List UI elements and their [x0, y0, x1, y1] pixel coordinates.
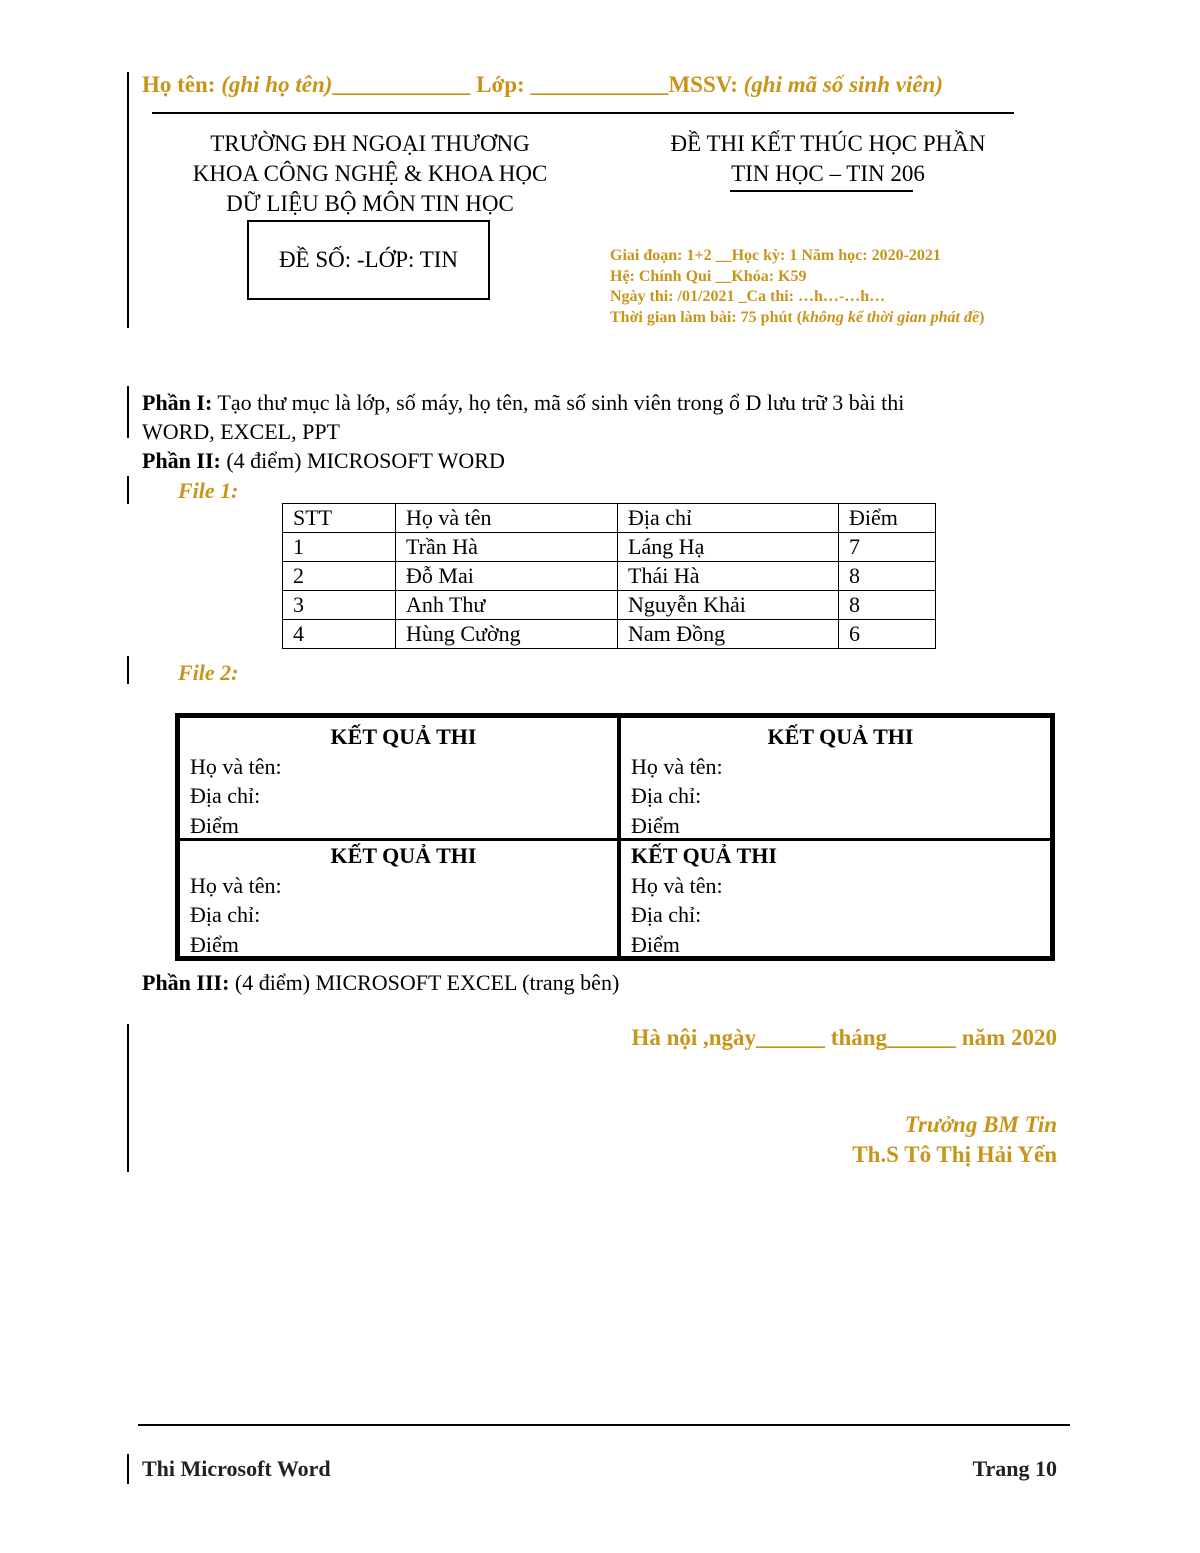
table-cell: Anh Thư: [396, 591, 618, 620]
exam-code-box: [247, 220, 490, 300]
table-header-cell: Địa chỉ: [618, 504, 839, 533]
part-2-text: (4 điểm) MICROSOFT WORD: [220, 448, 505, 473]
exam-info: [610, 246, 984, 328]
school-line-3: DỮ LIỆU BỘ MÔN TIN HỌC: [226, 191, 514, 216]
table-cell: 2: [283, 562, 396, 591]
margin-bar: [127, 476, 129, 504]
result-address: Địa chỉ:: [190, 902, 261, 927]
header-rule: [152, 112, 1014, 114]
margin-bar: [127, 1454, 129, 1484]
file-1-label: File 1:: [178, 478, 239, 503]
result-name: Họ và tên:: [190, 753, 282, 779]
table-header-cell: STT: [283, 504, 396, 533]
table-row: [283, 562, 936, 591]
table-cell: Trần Hà: [396, 533, 618, 562]
result-name: Họ và tên:: [631, 872, 723, 898]
table-cell: Thái Hà: [618, 562, 839, 591]
result-name: Họ và tên:: [631, 753, 723, 779]
table-row: [283, 591, 936, 620]
result-card: [180, 722, 617, 840]
exam-subject: TIN HỌC – TIN 206: [731, 161, 925, 186]
exam-code: ĐỀ SỐ: -LỚP: TIN: [278, 247, 459, 272]
table-header-cell: Điểm: [839, 504, 936, 533]
table-cell: 4: [283, 620, 396, 649]
part-1-text: Tạo thư mục là lớp, số máy, họ tên, mã số sinh viên trong ổ D lưu trữ 3 bài thi: [212, 390, 905, 415]
table-cell: 3: [283, 591, 396, 620]
part-1-label: Phần I:: [142, 390, 213, 415]
table-cell: 8: [839, 562, 936, 591]
result-title: KẾT QUẢ THI: [767, 724, 914, 749]
signature-role: Trưởng BM Tin: [904, 1112, 1057, 1137]
margin-bar: [127, 1024, 129, 1172]
table-header-row: [283, 504, 936, 533]
result-address: Địa chỉ:: [631, 902, 702, 927]
part-2-label: Phần II:: [142, 448, 221, 473]
margin-bar: [127, 72, 129, 328]
table-cell: Láng Hạ: [618, 533, 839, 562]
name-hint: (ghi họ tên): [221, 72, 333, 97]
results-grid: [175, 713, 1055, 961]
school-line-2: KHOA CÔNG NGHỆ & KHOA HỌC: [192, 161, 548, 186]
part-1-text-2: WORD, EXCEL, PPT: [142, 419, 340, 444]
footer-rule: [138, 1424, 1070, 1426]
result-score: Điểm: [631, 812, 680, 838]
result-score: Điểm: [190, 931, 239, 957]
name-label: Họ tên:: [142, 72, 222, 97]
class-blank: ____________: [530, 72, 669, 97]
student-header: [142, 72, 943, 98]
exam-rule: [730, 190, 913, 192]
footer-page: Trang 10: [972, 1456, 1057, 1481]
result-title: KẾT QUẢ THI: [330, 724, 477, 749]
table-cell: 1: [283, 533, 396, 562]
table-cell: Đỗ Mai: [396, 562, 618, 591]
result-score: Điểm: [190, 812, 239, 838]
mssv-label: MSSV:: [668, 72, 744, 97]
table-cell: 7: [839, 533, 936, 562]
footer-left: Thi Microsoft Word: [142, 1456, 331, 1481]
part-3-label: Phần III:: [142, 970, 230, 995]
class-label: Lớp:: [470, 72, 531, 97]
result-card: [621, 841, 1050, 959]
student-table: [282, 503, 936, 649]
result-title: KẾT QUẢ THI: [631, 843, 777, 868]
table-cell: 6: [839, 620, 936, 649]
file-2-label: File 2:: [178, 660, 239, 685]
info-line-3: Ngày thi: /01/2021 _Ca thi: …h…-…h…: [610, 288, 886, 305]
name-blank: ____________: [332, 72, 471, 97]
school-line-1: TRƯỜNG ĐH NGOẠI THƯƠNG: [210, 131, 530, 156]
result-score: Điểm: [631, 931, 680, 957]
table-cell: Nguyễn Khải: [618, 591, 839, 620]
part-3: [142, 968, 619, 997]
mssv-hint: (ghi mã số sinh viên): [743, 72, 944, 97]
info-line-4: Thời gian làm bài: 75 phút (không kể thời gian phát đề): [610, 308, 985, 326]
signature-name: Th.S Tô Thị Hải Yến: [852, 1142, 1057, 1167]
info-line-1: Giai đoạn: 1+2 __Học kỳ: 1 Năm học: 2020-2021: [610, 247, 941, 264]
date-line: Hà nội ,ngày______ tháng______ năm 2020: [631, 1025, 1057, 1050]
part-2: [142, 446, 505, 475]
result-card: [180, 841, 617, 959]
margin-bar: [127, 656, 129, 684]
table-header-cell: Họ và tên: [396, 504, 618, 533]
table-row: [283, 620, 936, 649]
table-row: [283, 533, 936, 562]
result-address: Địa chỉ:: [631, 783, 702, 808]
result-title: KẾT QUẢ THI: [330, 843, 477, 868]
part-1: [142, 388, 1042, 446]
margin-bar: [127, 386, 129, 438]
info-line-2: Hệ: Chính Qui __Khóa: K59: [610, 267, 807, 285]
result-name: Họ và tên:: [190, 872, 282, 898]
table-cell: Nam Đồng: [618, 620, 839, 649]
school-block: [150, 129, 590, 219]
table-cell: 8: [839, 591, 936, 620]
result-address: Địa chỉ:: [190, 783, 261, 808]
exam-block: [618, 129, 1038, 189]
part-3-text: (4 điểm) MICROSOFT EXCEL (trang bên): [229, 970, 620, 995]
table-cell: Hùng Cường: [396, 620, 618, 649]
exam-title: ĐỀ THI KẾT THÚC HỌC PHẦN: [670, 131, 986, 156]
result-card: [621, 722, 1050, 840]
